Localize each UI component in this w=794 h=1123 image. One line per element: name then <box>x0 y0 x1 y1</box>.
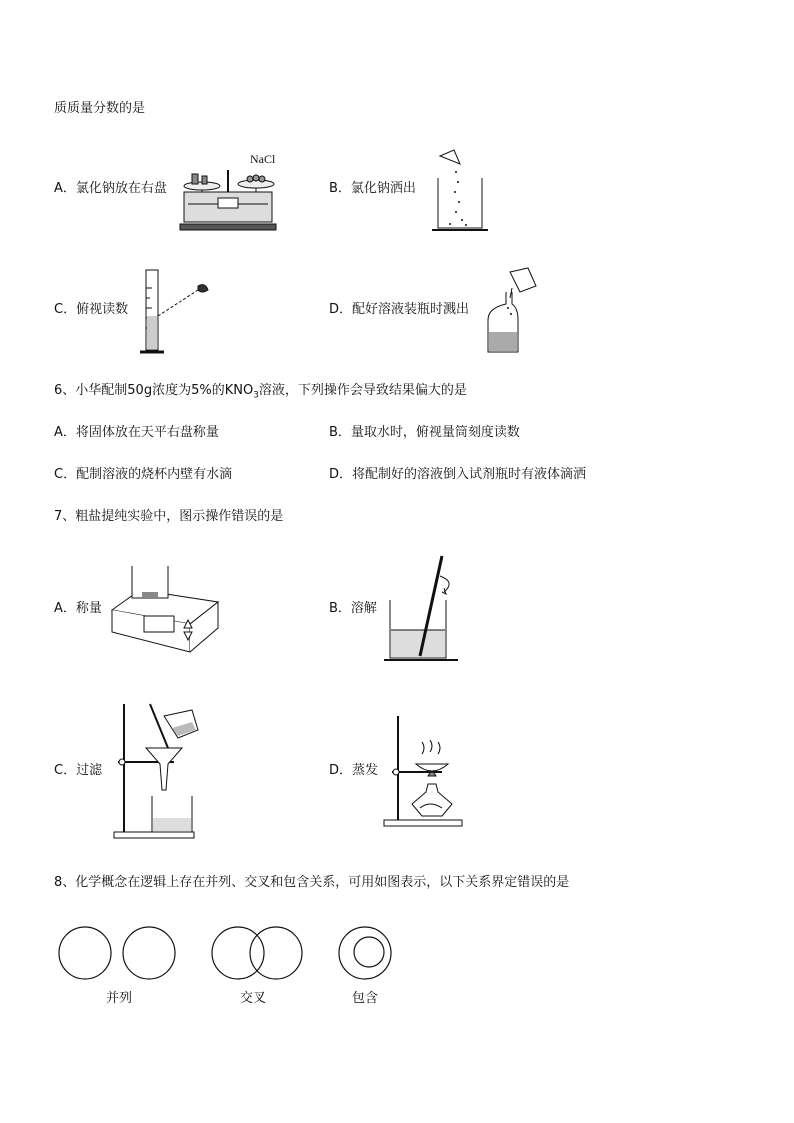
q6-option-c: C．配制溶液的烧杯内壁有水滴 <box>54 467 233 482</box>
nacl-label: NaCl <box>250 152 276 166</box>
q6-stem-prefix: 6、小华配制50g浓度为5%的KNO <box>54 383 254 398</box>
intro-text: 质质量分数的是 <box>54 101 146 116</box>
dissolving-beaker-figure <box>384 552 464 662</box>
electronic-balance-figure <box>110 562 220 658</box>
q8-stem: 8、化学概念在逻辑上存在并列、交叉和包含关系，可用如图表示，以下关系界定错误的是 <box>54 875 570 890</box>
q6-option-d: D．将配制好的溶液倒入试剂瓶时有液体滴洒 <box>329 467 587 482</box>
q5-option-a: A．氯化钠放在右盘 <box>54 181 167 196</box>
graduated-cylinder-figure <box>138 268 218 356</box>
q6-option-a: A．将固体放在天平右盘称量 <box>54 425 219 440</box>
venn-label-intersect: 交叉 <box>240 991 267 1006</box>
parallel-circle-left <box>59 927 111 979</box>
filtration-figure <box>112 700 232 842</box>
pouring-bottle-figure <box>484 268 544 356</box>
intersect-circle-left <box>212 927 264 979</box>
q6-stem-subscript: 3 <box>253 390 259 401</box>
parallel-circle-right <box>123 927 175 979</box>
venn-label-contain: 包含 <box>352 991 379 1006</box>
spilling-beaker-figure <box>432 150 490 232</box>
q6-stem-suffix: 溶液，下列操作会导致结果偏大的是 <box>258 383 467 398</box>
contain-circle-inner <box>354 937 384 967</box>
intersect-circle-right <box>250 927 302 979</box>
q6-option-b: B．量取水时，俯视量筒刻度读数 <box>329 425 520 440</box>
venn-diagrams-figure <box>56 924 396 984</box>
q7-option-a: A．称量 <box>54 601 102 616</box>
evaporation-figure <box>382 712 472 832</box>
q7-stem: 7、粗盐提纯实验中，图示操作错误的是 <box>54 509 284 524</box>
q5-option-b: B．氯化钠洒出 <box>329 181 416 196</box>
contain-circle-outer <box>339 927 391 979</box>
venn-label-parallel: 并列 <box>106 991 133 1006</box>
q7-option-b: B．溶解 <box>329 601 377 616</box>
q7-option-c: C．过滤 <box>54 763 103 778</box>
q5-option-c: C．俯视读数 <box>54 302 129 317</box>
q5-option-d: D．配好溶液装瓶时溅出 <box>329 302 470 317</box>
q6-stem <box>54 382 467 405</box>
q7-option-d: D．蒸发 <box>329 763 379 778</box>
